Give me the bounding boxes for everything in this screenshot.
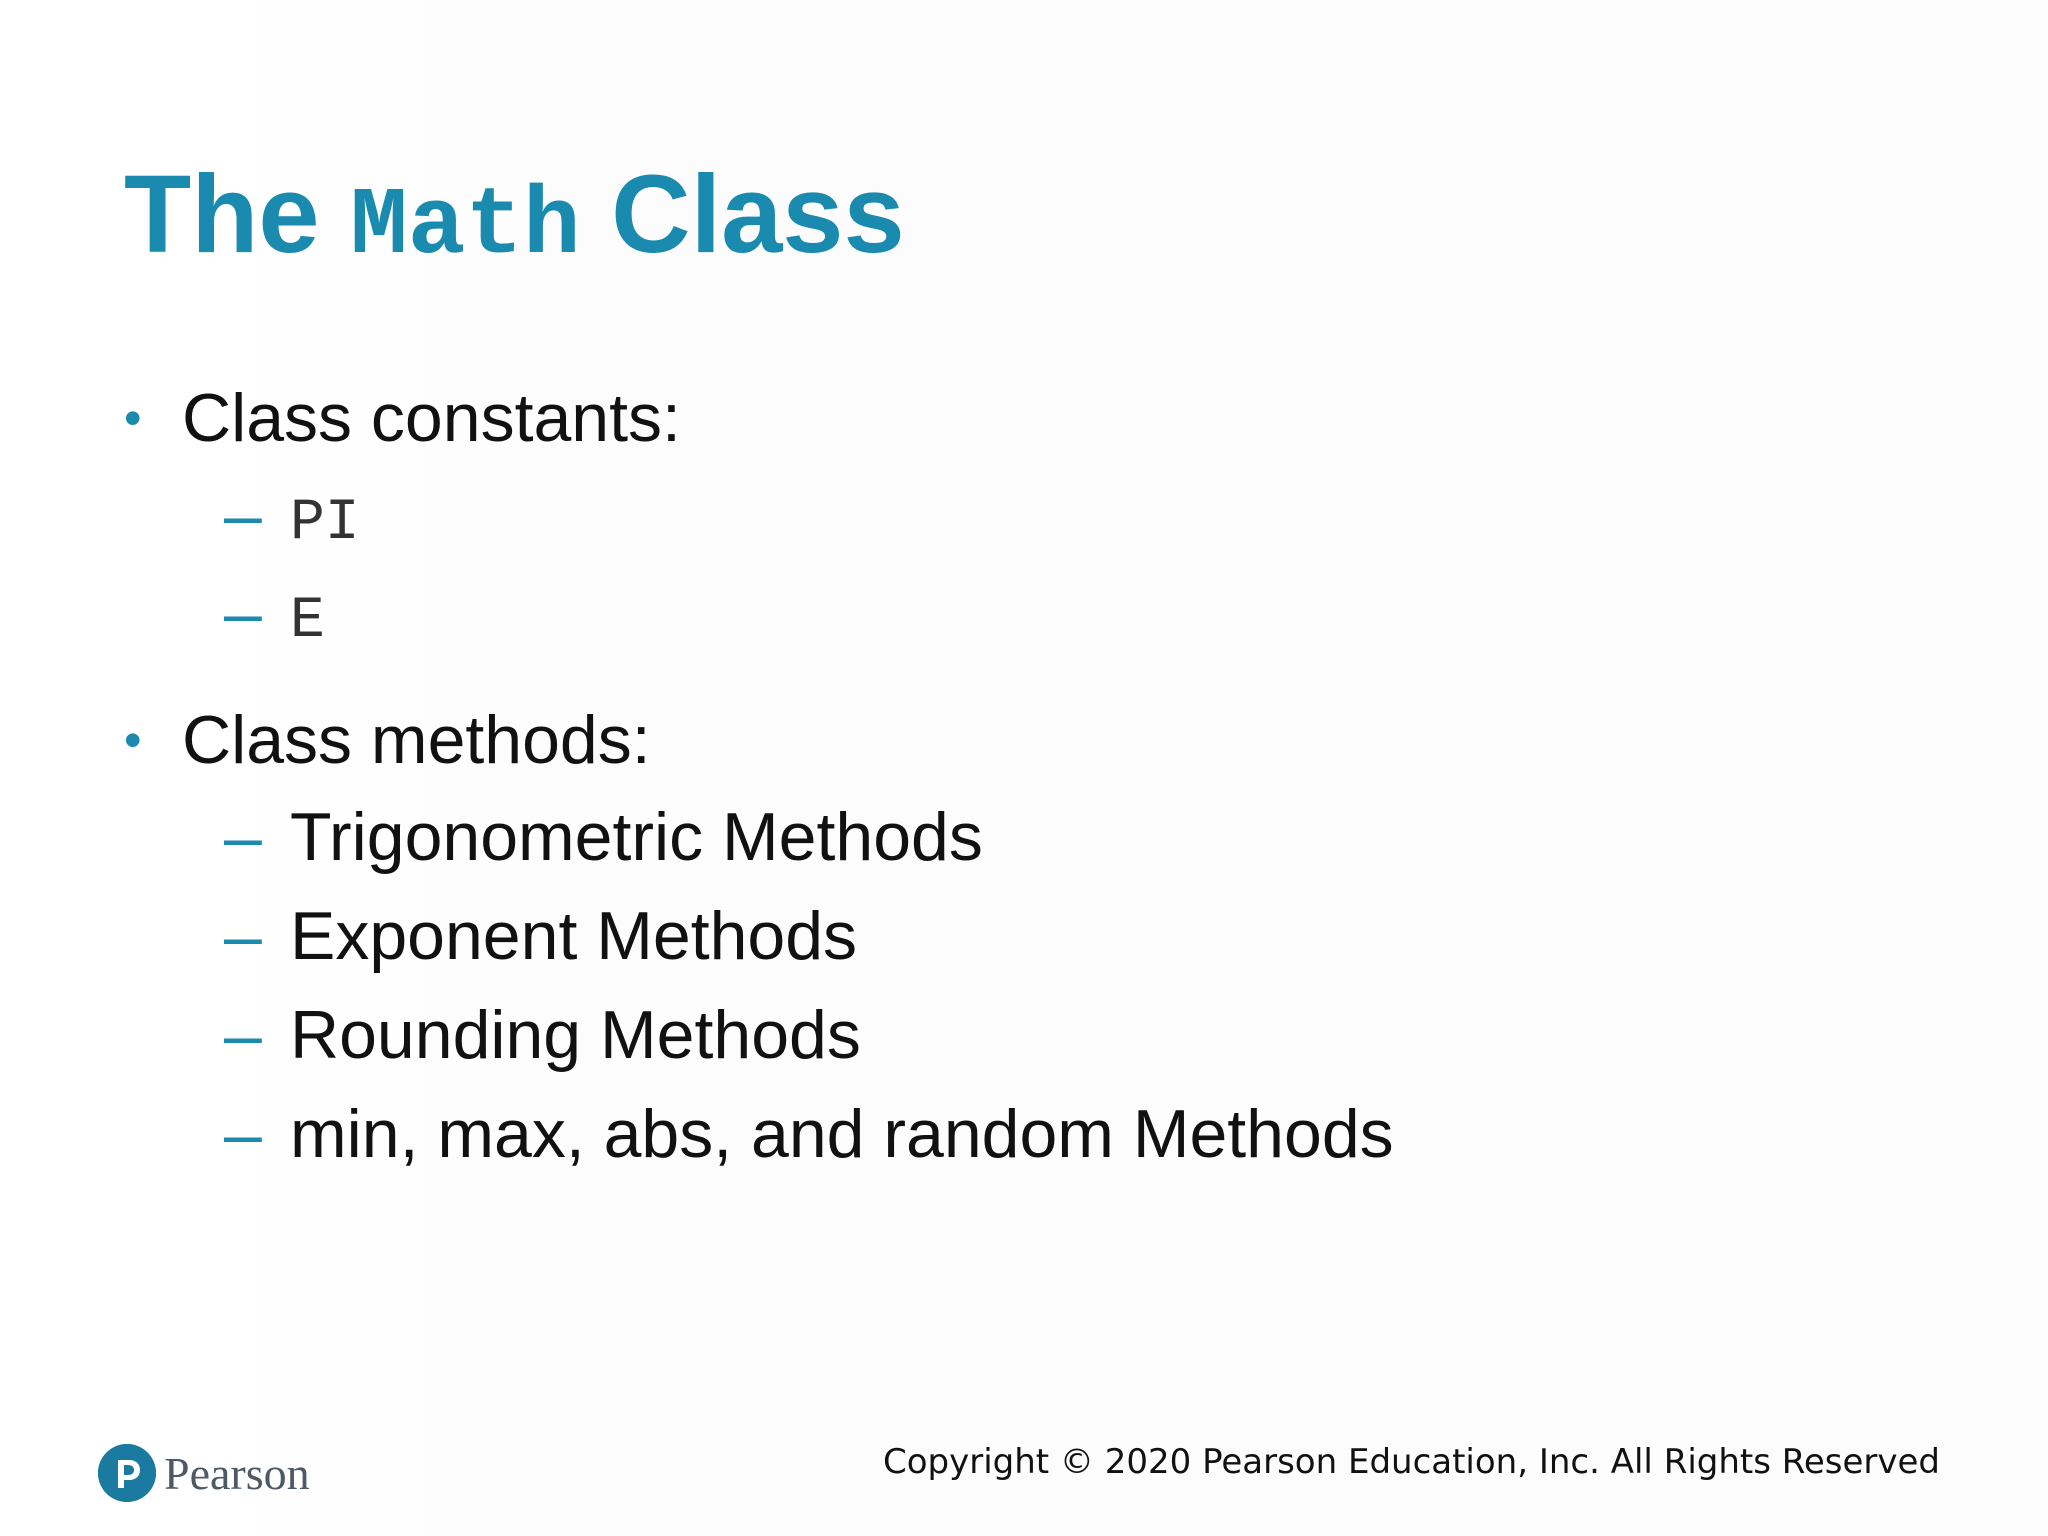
pearson-p-glyph: [98, 1444, 156, 1502]
pearson-logo-icon: [98, 1444, 156, 1502]
title-part2: Class: [580, 153, 905, 276]
sub-item-label: min, max, abs, and random Methods: [290, 1096, 1394, 1172]
dash-icon: –: [224, 477, 262, 553]
sub-item-label: E: [290, 589, 325, 654]
sub-item-label: Rounding Methods: [290, 997, 861, 1073]
title-part1: The: [124, 153, 351, 276]
bullet-class-methods: [124, 700, 651, 780]
dash-icon: –: [224, 1096, 262, 1172]
dash-icon: –: [224, 575, 262, 651]
bullet-label: Class constants:: [182, 380, 681, 456]
sub-item-pi: [224, 475, 360, 564]
dash-icon: –: [224, 799, 262, 875]
bullet-label: Class methods:: [182, 702, 651, 778]
pearson-logo: [98, 1440, 310, 1506]
sub-item-min-max-abs-random: [224, 1094, 1394, 1174]
bullet-dot-icon: •: [124, 390, 142, 446]
dash-icon: –: [224, 997, 262, 1073]
sub-item-rounding: [224, 995, 861, 1075]
dash-icon: –: [224, 898, 262, 974]
sub-item-exponent: [224, 896, 857, 976]
copyright-notice: Copyright © 2020 Pearson Education, Inc. All Rights Reserved: [882, 1442, 1940, 1482]
sub-item-label: Exponent Methods: [290, 898, 858, 974]
sub-item-trigonometric: [224, 797, 983, 877]
title-code: Math: [350, 172, 581, 281]
bullet-class-constants: [124, 378, 681, 458]
sub-item-label: Trigonometric Methods: [290, 799, 983, 875]
sub-item-e: [224, 573, 325, 662]
pearson-wordmark: Pearson: [164, 1447, 310, 1499]
slide-title: [124, 150, 905, 292]
bullet-dot-icon: •: [124, 712, 142, 768]
sub-item-label: PI: [290, 491, 360, 556]
